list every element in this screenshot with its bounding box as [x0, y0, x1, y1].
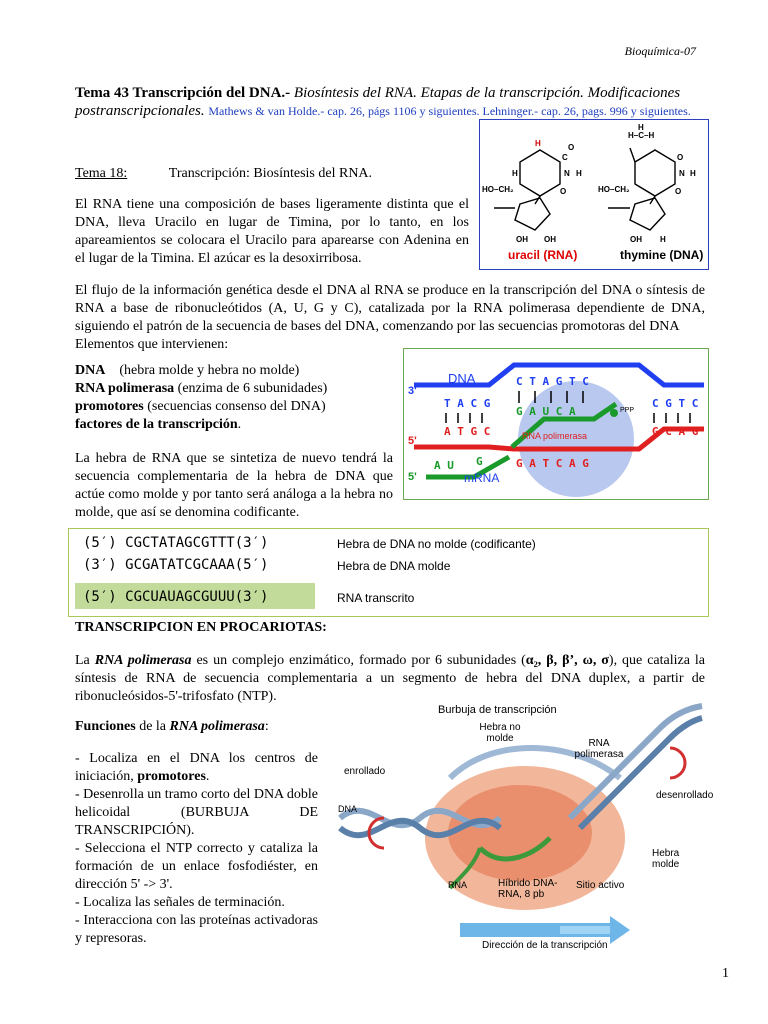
function-item: - Desenrolla un tramo corto del DNA doble helicoidal (BURBUJA DE TRANSCRIPCIÓN). — [75, 787, 318, 838]
svg-text:OH: OH — [630, 235, 642, 244]
svg-text:OH: OH — [516, 235, 528, 244]
svg-text:H: H — [638, 123, 644, 132]
function-item: - Localiza las señales de terminación. — [75, 895, 285, 910]
ppp-label: PPP — [620, 407, 635, 414]
svg-text:H: H — [576, 169, 582, 178]
five-prime-mrna-label: 5' — [408, 471, 417, 483]
elements-heading: Elementos que intervienen: — [75, 337, 229, 352]
elements-item: factores de la transcripción. — [75, 417, 242, 432]
svg-text:O: O — [560, 187, 567, 196]
template-label: Hebra molde — [652, 848, 680, 870]
svg-text:H: H — [690, 169, 696, 178]
polymerase-label: RNA polimerasa — [574, 738, 624, 760]
dna-label: DNA — [448, 371, 476, 386]
title-italic: Biosíntesis del RNA. Etapas de la transcripción. Modificaciones postranscripcionales. — [75, 85, 681, 119]
svg-text:OH: OH — [544, 235, 556, 244]
svg-text:H: H — [535, 139, 541, 148]
title-references: Mathews & van Holde.- cap. 26, págs 1106 y siguientes. Lehninger.- cap. 26, pags. 996 y siguientes. — [208, 104, 691, 118]
active-site-label: Sitio activo — [576, 880, 625, 891]
elements-item: DNA (hebra molde y hebra no molde) — [75, 363, 300, 378]
label-coding: Hebra de DNA no molde (codificante) — [337, 537, 536, 551]
sequence-box — [68, 528, 709, 617]
tema-number: Tema 18: — [75, 166, 128, 181]
thymine-label: thymine (DNA) — [620, 248, 704, 262]
elements-list — [75, 336, 400, 434]
svg-text:O: O — [675, 187, 682, 196]
functions-heading: Funciones de la RNA polimerasa: — [75, 719, 269, 734]
unwound-label: desenrollado — [656, 790, 714, 801]
svg-text:O: O — [677, 153, 684, 162]
svg-text:C G T C: C G T C — [652, 397, 699, 410]
svg-text:G A T C A G: G A T C A G — [516, 457, 589, 470]
svg-text:C: C — [562, 153, 568, 162]
paragraph-template-strand: La hebra de RNA que se sintetiza de nuevo tendrá la secuencia complementaria de la hebra de DNA que actúe como molde y por tanto será análoga a la hebra no molde, que así se denomina codificante. — [75, 451, 393, 520]
non-template-label: Hebra no molde — [479, 722, 521, 744]
svg-text:N: N — [679, 169, 685, 178]
wound-label: enrollado — [344, 766, 386, 777]
svg-text:G C A G: G C A G — [652, 425, 699, 438]
svg-text:N: N — [564, 169, 570, 178]
svg-text:H–C–H: H–C–H — [628, 131, 655, 140]
hybrid-label: Híbrido DNA-RNA, 8 pb — [498, 878, 558, 900]
functions-block — [75, 718, 318, 948]
transcription-bubble-figure — [330, 698, 714, 954]
svg-text:A U: A U — [434, 459, 454, 472]
uracil-thymine-figure — [479, 119, 709, 270]
paragraph-genetic-flow: El flujo de la información genética desde el DNA al RNA se produce en la transcripción del DNA o síntesis de RNA a base de ribonucleótidos (A, U, G y C), catalizada por la RNA polimerasa dependiente de DNA, siguiendo el patrón de la secuencia de bases del DNA, comenzando por las secuencias promotoras del DNA — [75, 283, 705, 334]
sequence-template: (3′) GCGATATCGCAAA(5′) — [83, 557, 269, 573]
course-header: Bioquímica-07 — [624, 44, 696, 58]
function-item: - Selecciona el NTP correcto y cataliza la formación de un enlace fosfodiéster, en dirección 5' -> 3'. — [75, 841, 318, 892]
polymerase-label: RNA polimerasa — [522, 431, 588, 441]
svg-text:A T G C: A T G C — [444, 425, 491, 438]
svg-text:T A C G: T A C G — [444, 397, 491, 410]
uracil-label: uracil (RNA) — [508, 248, 578, 262]
elements-item: promotores (secuencias consenso del DNA) — [75, 399, 326, 414]
bubble-title: Burbuja de transcripción — [438, 704, 557, 716]
sequence-rna: (5′) CGCUAUAGCGUUU(3′) — [83, 589, 269, 605]
svg-text:G A U C A: G A U C A — [516, 405, 576, 418]
svg-text:G: G — [476, 455, 483, 468]
nucleobase-structures — [480, 120, 708, 269]
svg-text:C T A G T C: C T A G T C — [516, 375, 589, 388]
svg-text:H: H — [660, 235, 666, 244]
dna-label: DNA — [338, 804, 358, 814]
five-prime-label: 5' — [408, 435, 417, 447]
transcription-schematic — [403, 348, 709, 500]
svg-text:O: O — [568, 143, 575, 152]
rna-label: RNA — [448, 880, 468, 890]
sequence-coding: (5′) CGCTATAGCGTTT(3′) — [83, 535, 269, 551]
title-bold: Tema 43 Transcripción del DNA.- — [75, 85, 291, 101]
page-number: 1 — [722, 966, 729, 981]
label-rna: RNA transcrito — [337, 591, 415, 605]
direction-label: Dirección de la transcripción — [482, 940, 608, 951]
svg-text:H: H — [512, 169, 518, 178]
page-title — [75, 84, 705, 120]
mrna-label: mRNA — [464, 471, 500, 485]
svg-text:HO–CH₂: HO–CH₂ — [598, 185, 630, 194]
section-heading: TRANSCRIPCION EN PROCARIOTAS: — [75, 620, 327, 635]
paragraph-rna-composition: El RNA tiene una composición de bases ligeramente distinta que el DNA, lleva Uracilo en lugar de Timina, por lo tanto, en los apareamientos se colocara el Uracilo para aparearse con Adenina en el lugar de la Timina. El azúcar es la desoxirribosa. — [75, 197, 469, 266]
function-item: - Interacciona con las proteínas activadoras y represoras. — [75, 913, 318, 946]
subtitle — [75, 166, 372, 182]
paragraph-rna-polymerase: La RNA polimerasa es un complejo enzimático, formado por 6 subunidades (α₂, β, β’, ω, σ), que cataliza la síntesis de RNA de secuencia complementaria a un segmento de hebra del DNA duplex, a partir de ribonucleósidos-5'-trifosfato (NTP). — [75, 653, 706, 704]
three-prime-label: 3' — [408, 385, 417, 397]
function-item: - Localiza en el DNA los centros de iniciación, promotores. — [75, 751, 318, 784]
elements-item: RNA polimerasa (enzima de 6 subunidades) — [75, 381, 328, 396]
svg-text:HO–CH₂: HO–CH₂ — [482, 185, 514, 194]
label-template: Hebra de DNA molde — [337, 559, 451, 573]
tema-name: Transcripción: Biosíntesis del RNA. — [168, 166, 373, 181]
